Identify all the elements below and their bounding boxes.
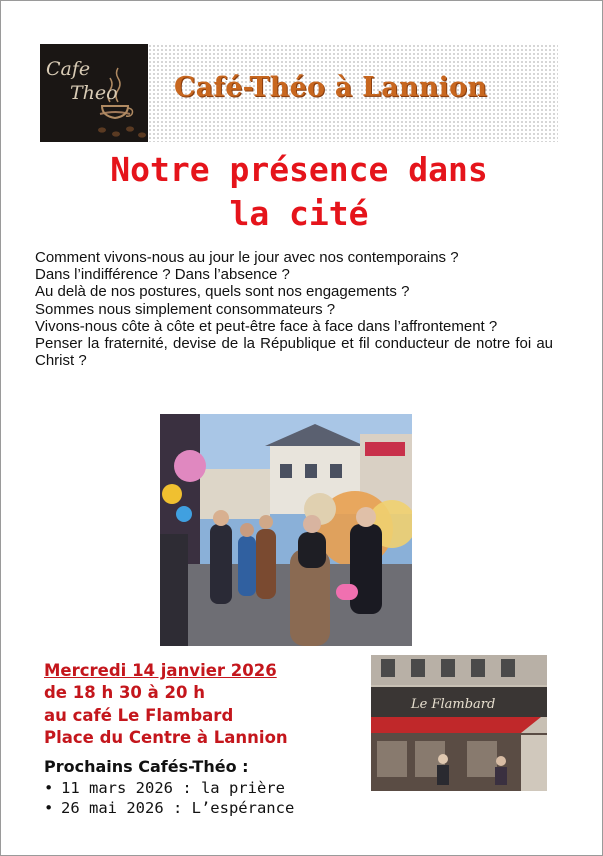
title-line-1: Notre présence dans (110, 150, 488, 189)
event-place: Place du Centre à Lannion (44, 728, 288, 748)
header-banner (40, 44, 558, 142)
cafe-theo-logo (40, 44, 148, 142)
event-details (44, 660, 288, 750)
next-events-title: Prochains Cafés-Théo : (44, 757, 249, 776)
intro-text (35, 249, 553, 369)
next-events (44, 757, 294, 819)
intro-line: Au delà de nos postures, quels sont nos engagements ? (35, 283, 410, 301)
list-item: • 11 mars 2026 : la prière (44, 778, 294, 799)
page-title (40, 148, 558, 236)
brand-title: Café-Théo à Lannion (174, 72, 488, 103)
intro-line: Penser la fraternité, devise de la République et fil conducteur de notre foi au Christ ? (35, 335, 553, 370)
intro-line: Dans l’indifférence ? Dans l’absence ? (35, 266, 290, 284)
intro-line: Sommes nous simplement consommateurs ? (35, 300, 336, 318)
intro-line: Comment vivons-nous au jour le jour avec nos contemporains ? (35, 249, 459, 266)
logo-text-cafe: Cafe (46, 58, 91, 80)
logo-text-theo: Theo (70, 82, 118, 104)
intro-line: Vivons-nous côte à côte et peut-être face à face dans l’affrontement ? (35, 317, 498, 335)
list-item: • 26 mai 2026 : L’espérance (44, 798, 294, 819)
event-time: de 18 h 30 à 20 h (44, 683, 205, 703)
cafe-sign-text: Le Flambard (411, 697, 496, 712)
title-line-2: la cité (229, 194, 369, 233)
street-fair-photo (160, 414, 412, 646)
cafe-flambard-photo (371, 655, 547, 791)
event-date: Mercredi 14 janvier 2026 (44, 661, 277, 680)
event-venue: au café Le Flambard (44, 705, 234, 725)
